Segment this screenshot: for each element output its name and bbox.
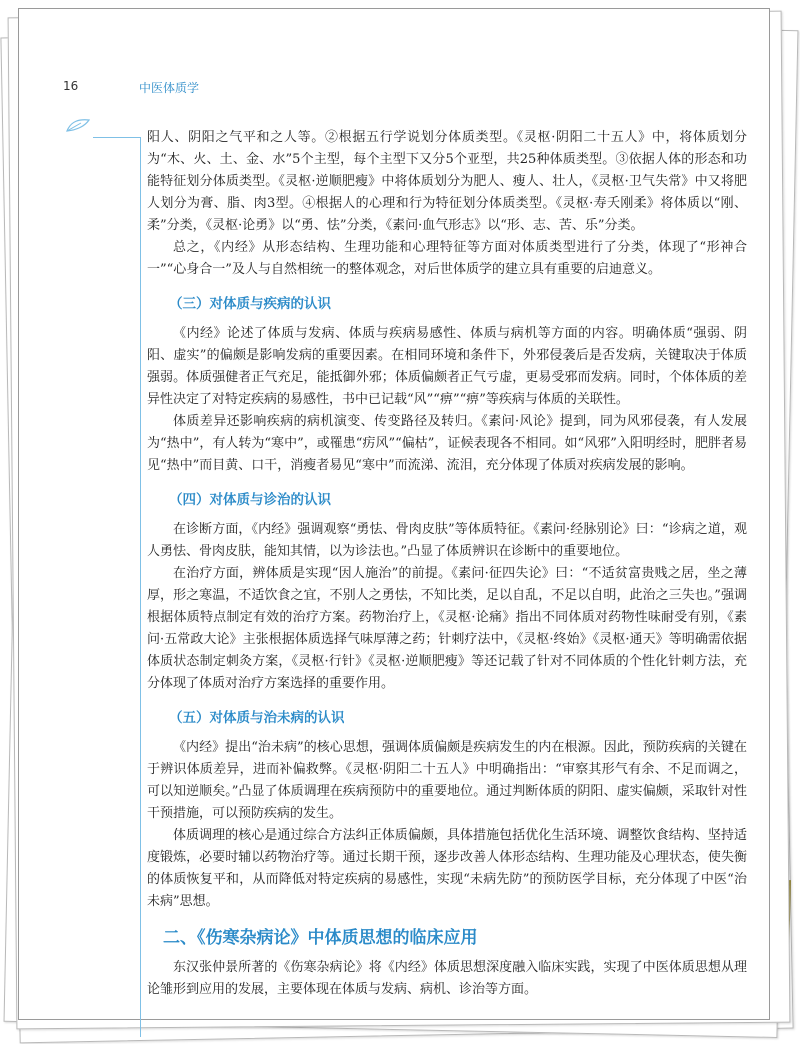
paragraph: 体质差异还影响疾病的病机演变、传变路径及转归。《素问·风论》提到，同为风邪侵袭，有人发展为“热中”，有人转为“寒中”，或罹患“疠风”“偏枯”，证候表现各不相同。如“风邪”入阳明经时，肥胖者易见“热中”而目黄、口干，消瘦者易见“寒中”而流涕、流泪，充分体现了体质对疾病发展的影响。: [147, 414, 747, 473]
section-heading: 二、《伤寒杂病论》中体质思想的临床应用: [163, 928, 478, 948]
paragraph: 在诊断方面，《内经》强调观察“勇怯、骨肉皮肤”等体质特征。《素问·经脉别论》曰：“诊病之道，观人勇怯、骨肉皮肤，能知其情，以为诊法也。”凸显了体质辨识在诊断中的重要地位。: [147, 522, 747, 559]
document-page: [18, 8, 770, 1020]
subsection-heading: （四）对体质与诊治的认识: [169, 492, 331, 508]
paragraph: 在治疗方面，辨体质是实现“因人施治”的前提。《素问·征四失论》曰：“不适贫富贵贱之居，坐之薄厚，形之寒温，不适饮食之宜，不别人之勇怯，不知比类，足以自乱，不足以自明，此治之三失也。”强调根据体质特点制定有效的治疗方案。药物治疗上，《灵枢·论痛》指出不同体质对药物性味耐受有别，《素问·五常政大论》主张根据体质选择气味厚薄之药；针刺疗法中，《灵枢·终始》《灵枢·通天》等明确需依据体质状态制定刺灸方案，《灵枢·行针》《灵枢·逆顺肥瘦》等还记载了针对不同体质的个性化针刺方法，充分体现了体质对治疗方案选择的重要作用。: [147, 566, 747, 691]
subsection-heading: （五）对体质与治未病的认识: [169, 710, 345, 726]
paragraph: 《内经》提出“治未病”的核心思想，强调体质偏颇是疾病发生的内在根源。因此，预防疾病的关键在于辨识体质差异，进而补偏救弊。《灵枢·阴阳二十五人》中明确指出：“审察其形气有余、不足而调之，可以知逆顺矣。”凸显了体质调理在疾病预防中的重要地位。通过判断体质的阴阳、虚实偏颇，采取针对性干预措施，可以预防疾病的发生。: [147, 740, 747, 821]
decorative-rule-top: [93, 137, 141, 138]
page-header: [63, 79, 200, 95]
paragraph: 《内经》论述了体质与发病、体质与疾病易感性、体质与病机等方面的内容。明确体质“强弱、阴阳、虚实”的偏颇是影响发病的重要因素。在相同环境和条件下，外邪侵袭后是否发病，关键取决于体质强弱。体质强健者正气充足，能抵御外邪；体质偏颇者正气亏虚，更易受邪而发病。同时，个体体质的差异性决定了对特定疾病的易感性，书中已记载“风”“痹”“痹”等疾病与体质的关联性。: [147, 326, 747, 407]
leaf-icon: [65, 117, 91, 133]
paragraph: 阳人、阴阳之气平和之人等。②根据五行学说划分体质类型。《灵枢·阴阳二十五人》中，将体质划分为“木、火、土、金、水”5个主型，每个主型下又分5个亚型，共25种体质类型。③依据人体的形态和功能特征划分体质类型。《灵枢·逆顺肥瘦》中将体质划分为肥人、瘦人、壮人，《灵枢·卫气失常》中又将肥人划分为膏、脂、肉3型。④根据人的心理和行为特征划分体质类型。《灵枢·寿夭刚柔》将体质以“刚、柔”分类，《灵枢·论勇》以“勇、怯”分类，《素问·血气形志》以“形、志、苦、乐”分类。: [147, 130, 747, 233]
running-title: 中医体质学: [139, 81, 200, 95]
subsection-heading: （三）对体质与疾病的认识: [169, 296, 331, 312]
paragraph: 体质调理的核心是通过综合方法纠正体质偏颇，具体措施包括优化生活环境、调整饮食结构、坚持适度锻炼，必要时辅以药物治疗等。通过长期干预，逐步改善人体形态结构、生理功能及心理状态，使失衡的体质恢复平和，从而降低对特定疾病的易感性，实现“未病先防”的预防医学目标，充分体现了中医“治未病”思想。: [147, 828, 747, 909]
page-number: 16: [63, 79, 79, 93]
page-content: [147, 127, 747, 1001]
decorative-rule-vertical: [140, 137, 141, 1037]
paragraph: 东汉张仲景所著的《伤寒杂病论》将《内经》体质思想深度融入临床实践，实现了中医体质思想从理论雏形到应用的发展，主要体现在体质与发病、病机、诊治等方面。: [147, 960, 747, 997]
paragraph: 总之，《内经》从形态结构、生理功能和心理特征等方面对体质类型进行了分类，体现了“形神合一”“心身合一”及人与自然相统一的整体观念，对后世体质学的建立具有重要的启迪意义。: [147, 240, 747, 277]
